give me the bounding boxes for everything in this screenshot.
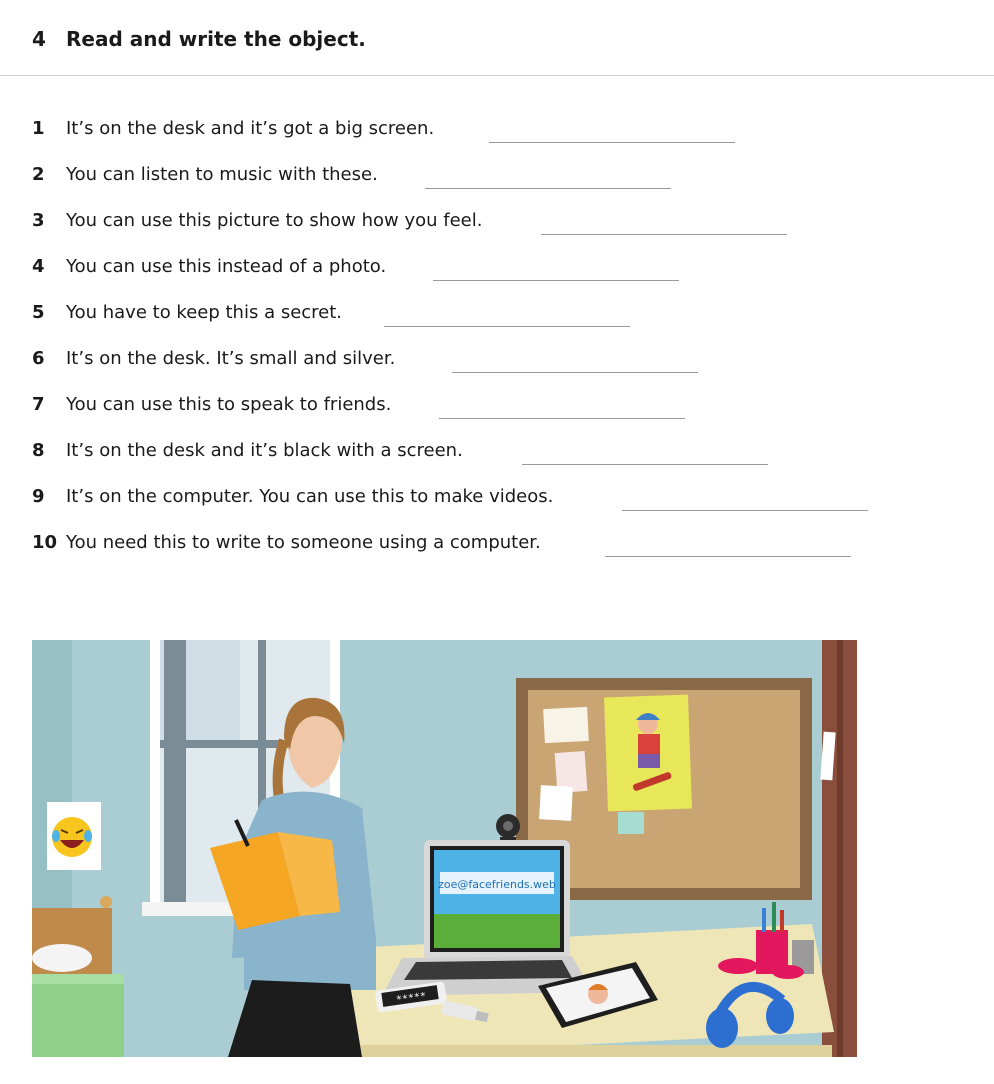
emoji-poster — [47, 802, 101, 870]
password-text: ***** — [395, 990, 427, 1007]
question-text: You need this to write to someone using a computer. — [66, 532, 541, 553]
laptop-email: zoe@facefriends.web — [438, 878, 556, 891]
question-number: 7 — [32, 394, 45, 415]
exercise-header — [0, 0, 994, 76]
question-text: It’s on the desk and it’s black with a screen. — [66, 440, 463, 461]
question-number: 9 — [32, 486, 45, 507]
answer-line[interactable] — [622, 510, 868, 511]
question-number: 8 — [32, 440, 45, 461]
question-text: You can listen to music with these. — [66, 164, 378, 185]
answer-line[interactable] — [489, 142, 735, 143]
answer-line[interactable] — [541, 234, 787, 235]
question-text: You can use this picture to show how you feel. — [66, 210, 483, 231]
question-text: You have to keep this a secret. — [66, 302, 343, 323]
bedroom-illustration — [32, 640, 857, 1057]
question-text: You can use this instead of a photo. — [66, 256, 387, 277]
answer-line[interactable] — [452, 372, 698, 373]
question-text: It’s on the desk and it’s got a big screen. — [66, 118, 435, 139]
answer-line[interactable] — [522, 464, 768, 465]
tape-roll — [772, 965, 804, 979]
question-number: 3 — [32, 210, 45, 231]
question-number: 2 — [32, 164, 45, 185]
question-number: 6 — [32, 348, 45, 369]
exercise-title: Read and write the object. — [66, 27, 366, 51]
exercise-number: 4 — [32, 27, 46, 51]
answer-line[interactable] — [384, 326, 630, 327]
tape-roll — [718, 958, 758, 974]
question-number: 1 — [32, 118, 45, 139]
sticky-note — [539, 785, 573, 821]
question-text: You can use this to speak to friends. — [66, 394, 392, 415]
question-number: 5 — [32, 302, 45, 323]
sticky-note — [543, 707, 589, 743]
question-text: It’s on the computer. You can use this to make videos. — [66, 486, 554, 507]
sticky-note — [618, 812, 644, 834]
question-text: It’s on the desk. It’s small and silver. — [66, 348, 396, 369]
answer-line[interactable] — [433, 280, 679, 281]
headphones-icon — [706, 1008, 738, 1048]
answer-line[interactable] — [605, 556, 851, 557]
answer-line[interactable] — [439, 418, 685, 419]
answer-line[interactable] — [425, 188, 671, 189]
bed — [32, 896, 124, 1057]
question-number: 4 — [32, 256, 45, 277]
question-number: 10 — [32, 532, 58, 553]
